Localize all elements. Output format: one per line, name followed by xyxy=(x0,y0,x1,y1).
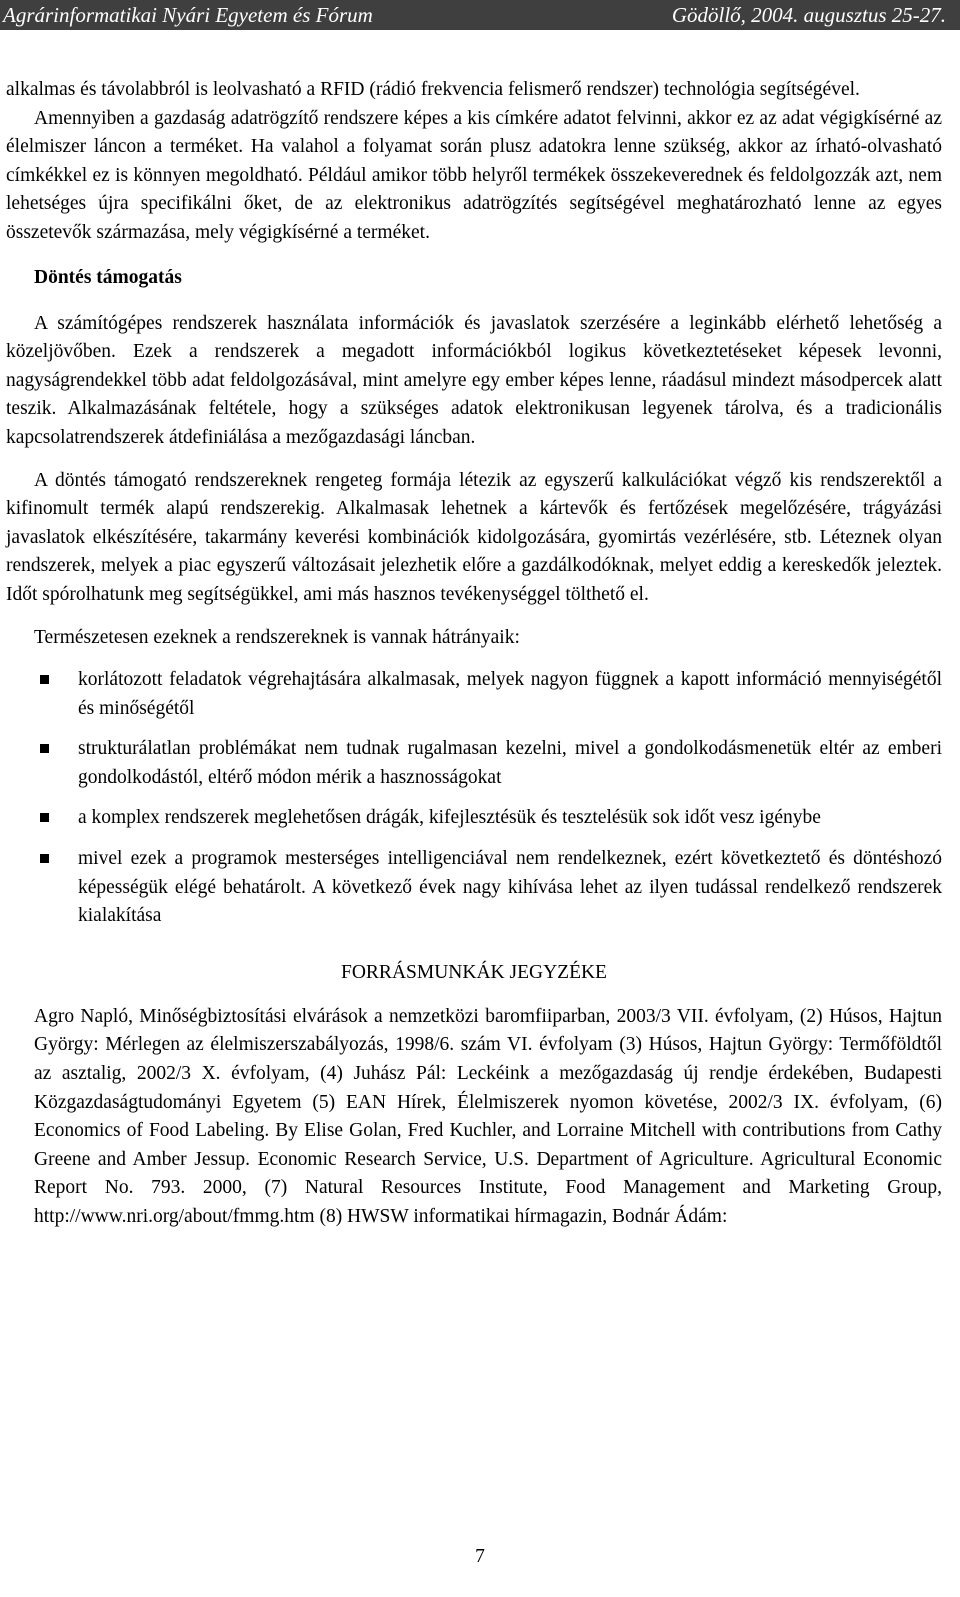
square-bullet-icon xyxy=(40,854,49,863)
main-content xyxy=(6,76,942,1232)
page-number: 7 xyxy=(475,1546,485,1567)
paragraph-decision-support-forms: A döntés támogató rendszereknek rengeteg formája létezik az egyszerű kalkulációkat végző kis rendszerektől a kifinomult termék alapú rendszerekig. Alkalmasak lehetnek a kártevők és fertőzések megelőzésére, trágyázási javaslatok elkészítésére, takarmány keverési kombinációk kidolgozására, gyomirtás vezérlésére, stb. Léteznek olyan rendszerek, melyek a piac egyszerű változásait jelezhetik előre a gazdálkodóknak, melyet eddig a kereskedők jeleztek. Időt spórolhatunk meg segítségükkel, ami más hasznos tevékenységgel tölthető el. xyxy=(6,469,942,605)
square-bullet-icon xyxy=(40,675,49,684)
list-item-text: mivel ezek a programok mesterséges intelligenciával nem rendelkeznek, ezért következtető és döntéshozó képességük elégé behatárolt. A következő évek nagy kihívása lehet az ilyen tudással rendelkező rendszerek kialakítása xyxy=(78,848,942,927)
header-date-location: Gödöllő, 2004. augusztus 25-27. xyxy=(671,3,946,27)
disadvantages-list xyxy=(6,666,942,931)
paragraph-computer-systems: A számítógépes rendszerek használata információk és javaslatok szerzésére a leginkább elérhető lehetőség a közeljövőben. Ezek a rendszerek a megadott információkból logikus következtetéseket képesek levonni, nagyságrendekkel több adat feldolgozásával, mint amelyre egy ember képes lenne, ráadásul mindezt másodpercek alatt teszik. Alkalmazásának feltétele, hogy a szükséges adatok elektronikusan legyenek tárolva, és a tradicionális kapcsolatrendszerek átdefiniálása a mezőgazdasági láncban. xyxy=(6,312,942,448)
references-title: FORRÁSMUNKÁK JEGYZÉKE xyxy=(341,961,607,983)
list-item xyxy=(6,845,942,931)
list-item-text: strukturálatlan problémákat nem tudnak rugalmasan kezelni, mivel a gondolkodásmenetük eltér az emberi gondolkodástól, eltérő módon mérik a hasznosságokat xyxy=(78,738,942,788)
list-item xyxy=(6,666,942,723)
references-text: Agro Napló, Minőségbiztosítási elvárások a nemzetközi baromfiiparban, 2003/3 VII. évfolyam, (2) Húsos, Hajtun György: Mérlegen az élelmiszerszabályozás, 1998/6. szám VI. évfolyam (3) Húsos, Hajtun György: Termőföldtől az asztalig, 2002/3 X. évfolyam, (4) Juhász Pál: Leckéink a mezőgazdaság új rendje érdekében, Budapesti Közgazdaságtudományi Egyetem (5) EAN Hírek, Élelmiszerek nyomon követése, 2002/3 IX. évfolyam, (6) Economics of Food Labeling. By Elise Golan, Fred Kuchler, and Lorraine Mitchell with contributions from Cathy Greene and Amber Jessup. Economic Research Service, U.S. Department of Agriculture. Agricultural Economic Report No. 793. 2000, (7) Natural Resources Institute, Food Management and Marketing Group, http://www.nri.org/about/fmmg.htm (8) HWSW informatikai hírmagazin, Bodnár Ádám: xyxy=(34,1005,942,1227)
list-item-text: korlátozott feladatok végrehajtására alkalmasak, melyek nagyon függnek a kapott információ mennyiségétől és minőségétől xyxy=(78,669,942,719)
list-item xyxy=(6,735,942,792)
list-item xyxy=(6,804,942,833)
running-header xyxy=(0,0,960,30)
references-block xyxy=(6,1003,942,1232)
section-heading: Döntés támogatás xyxy=(34,266,182,288)
paragraph-data-recording: Amennyiben a gazdaság adatrögzítő rendszere képes a kis címkére adatot felvinni, akkor ez az adat végigkísérné az élelmiszer láncon a terméket. Ha valahol a folyamat során plusz adatokra lenne szükség, akkor az írható-olvasható címkékkel ez is könnyen megoldható. Például amikor több helyről termékek összekeverednek és feldolgozzák azt, nem lehetséges újra specifikálni őket, de az elektronikus adatrögzítés segítségével meghatározható lenne az egyes összetevők származása, mely végigkísérné a terméket. xyxy=(6,107,942,243)
header-title: Agrárinformatikai Nyári Egyetem és Fórum xyxy=(3,3,373,27)
square-bullet-icon xyxy=(40,813,49,822)
paragraph-rfid: alkalmas és távolabbról is leolvasható a RFID (rádió frekvencia felismerő rendszer) technológia segítségével. xyxy=(6,79,860,100)
list-item-text: a komplex rendszerek meglehetősen drágák, kifejlesztésük és tesztelésük sok időt vesz igénybe xyxy=(78,807,821,829)
square-bullet-icon xyxy=(40,744,49,753)
paragraph-disadvantages-intro: Természetesen ezeknek a rendszereknek is vannak hátrányaik: xyxy=(34,626,520,648)
